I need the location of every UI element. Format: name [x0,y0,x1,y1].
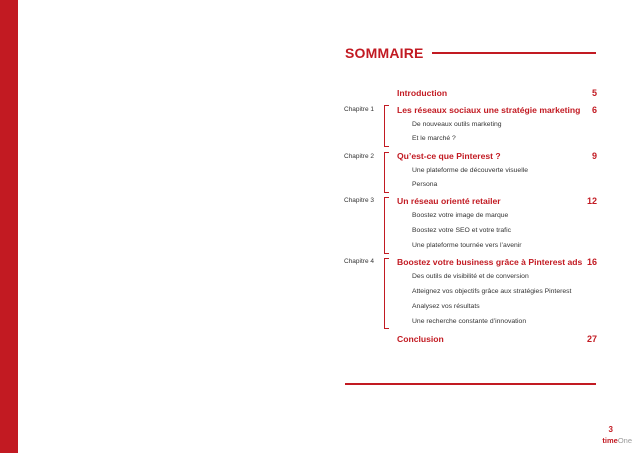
toc-subsection[interactable]: Des outils de visibilité et de conversion [412,273,529,280]
toc-entry-title: Un réseau orienté retailer [397,196,501,206]
left-accent-bar [0,0,18,453]
chapter-label: Chapitre 4 [344,258,374,265]
toc-subsection[interactable]: Une recherche constante d’innovation [412,318,527,325]
toc-page-number: 12 [586,196,597,206]
toc-entry-title: Boostez votre business grâce à Pinterest ads [397,257,583,267]
toc-subsection[interactable]: Boostez votre image de marque [412,212,509,219]
toc-page-number: 6 [591,105,597,115]
brand-logo [602,436,632,445]
toc-conclusion[interactable] [397,333,597,345]
bottom-rule [345,383,596,385]
toc-chapter-2[interactable] [397,150,597,162]
toc-subsection[interactable]: Atteignez vos objectifs grâce aux stratégies Pinterest [412,288,572,295]
toc-subsection[interactable]: Une plateforme tournée vers l’avenir [412,242,522,249]
toc-subsection[interactable]: Persona [412,181,438,188]
toc-page-number: 16 [586,257,597,267]
toc-chapter-4[interactable] [397,256,597,268]
toc-entry-title: Les réseaux sociaux une stratégie marketing [397,105,581,115]
logo-part-1: time [602,436,618,445]
chapter-bracket [384,152,389,193]
toc-entry-title: Qu’est-ce que Pinterest ? [397,151,501,161]
logo-part-2: One [617,436,632,445]
chapter-bracket [384,105,389,147]
toc-subsection[interactable]: De nouveaux outils marketing [412,121,502,128]
chapter-label: Chapitre 1 [344,106,374,113]
toc-entry-title: Introduction [397,88,448,98]
title-rule [432,52,596,54]
page-number: 3 [608,425,613,434]
toc-entry-title: Conclusion [397,334,444,344]
chapter-label: Chapitre 2 [344,153,374,160]
chapter-bracket [384,197,389,254]
title-row [345,42,596,64]
toc-subsection[interactable]: Et le marché ? [412,135,456,142]
toc-subsection[interactable]: Une plateforme de découverte visuelle [412,167,528,174]
toc-chapter-1[interactable] [397,104,597,116]
toc-chapter-3[interactable] [397,195,597,207]
toc-page-number: 5 [591,88,597,98]
chapter-bracket [384,258,389,329]
toc-subsection[interactable]: Analysez vos résultats [412,303,480,310]
toc-subsection[interactable]: Boostez votre SEO et votre trafic [412,227,511,234]
chapter-label: Chapitre 3 [344,197,374,204]
toc-introduction[interactable] [397,87,597,99]
toc-page-number: 27 [586,334,597,344]
page-title: SOMMAIRE [345,45,424,61]
toc-page-number: 9 [591,151,597,161]
